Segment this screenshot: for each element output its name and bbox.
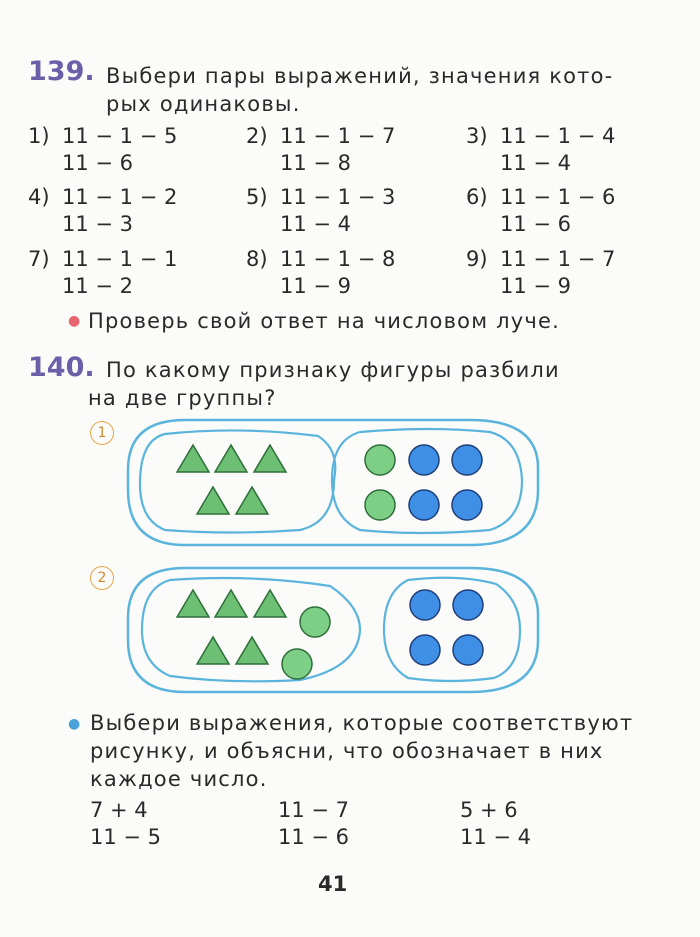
expression-pair — [90, 798, 161, 849]
item-index: 2) — [246, 124, 268, 148]
expression-a: 11 − 1 − 7 — [280, 124, 396, 148]
item-index: 8) — [246, 247, 268, 271]
triangle-icon — [177, 590, 209, 617]
figure-2-label: 2 — [90, 566, 114, 590]
expression-a: 5 + 6 — [460, 798, 518, 822]
expression-a: 11 − 1 − 2 — [62, 185, 178, 209]
item-index: 7) — [28, 247, 50, 271]
outer-outline — [128, 568, 538, 692]
expression-a: 11 − 1 − 5 — [62, 124, 178, 148]
task-139-text-line2: рых одинаковы. — [106, 92, 301, 116]
expression-b: 11 − 5 — [90, 825, 162, 849]
expression-b: 11 − 9 — [500, 274, 572, 298]
expression-a: 11 − 1 − 7 — [500, 247, 616, 271]
expression-b: 11 − 8 — [280, 151, 352, 175]
green-circle-icon — [300, 607, 330, 637]
page-number: 41 — [318, 872, 348, 896]
expression-b: 11 − 4 — [460, 825, 532, 849]
task-139-text-line1: Выбери пары выражений, значения кото- — [106, 64, 614, 88]
item-index: 3) — [466, 124, 488, 148]
expression-b: 11 − 4 — [280, 212, 352, 236]
expression-b: 11 − 4 — [500, 151, 572, 175]
expression-pair — [278, 798, 349, 849]
expression-a: 11 − 7 — [278, 798, 350, 822]
expression-b: 11 − 6 — [278, 825, 350, 849]
blue-circle-icon — [410, 590, 440, 620]
green-circle-icon — [282, 649, 312, 679]
task-139-hint: Проверь свой ответ на числовом луче. — [88, 309, 560, 333]
blue-circle-icon — [410, 635, 440, 665]
item-index: 6) — [466, 185, 488, 209]
triangle-icon — [254, 590, 286, 617]
expression-a: 11 − 1 − 4 — [500, 124, 616, 148]
blue-circle-icon — [453, 635, 483, 665]
task-140-number: 140. — [28, 352, 95, 383]
task-140-question-line1: Выбери выражения, которые соответствуют — [90, 711, 634, 735]
expression-pair — [460, 798, 531, 849]
item-index: 5) — [246, 185, 268, 209]
expression-a: 7 + 4 — [90, 798, 148, 822]
task-140-text-line2: на две группы? — [88, 386, 277, 410]
task-140-text-line1: По какому признаку фигуры разбили — [106, 358, 560, 382]
expression-a: 11 − 1 − 1 — [62, 247, 178, 271]
bullet-icon: ● — [68, 313, 81, 329]
expression-b: 11 − 3 — [62, 212, 134, 236]
triangle-icon — [197, 637, 229, 664]
task-140-question-line2: рисунку, и объясни, что обозначает в них — [90, 739, 604, 763]
triangle-icon — [215, 590, 247, 617]
expression-a: 11 − 1 − 8 — [280, 247, 396, 271]
triangle-icon — [236, 637, 268, 664]
blue-circle-icon — [453, 590, 483, 620]
expression-b: 11 − 6 — [500, 212, 572, 236]
item-index: 9) — [466, 247, 488, 271]
task-139-number: 139. — [28, 56, 95, 87]
task-140-question-line3: каждое число. — [90, 767, 268, 791]
figure-1-label: 1 — [90, 421, 114, 445]
expression-a: 11 − 1 − 3 — [280, 185, 396, 209]
item-index: 4) — [28, 185, 50, 209]
expression-b: 11 − 2 — [62, 274, 134, 298]
expression-b: 11 − 6 — [62, 151, 134, 175]
item-index: 1) — [28, 124, 50, 148]
bullet-icon: ● — [68, 716, 81, 732]
right-group-outline — [384, 578, 520, 681]
expression-b: 11 − 9 — [280, 274, 352, 298]
expression-a: 11 − 1 − 6 — [500, 185, 616, 209]
